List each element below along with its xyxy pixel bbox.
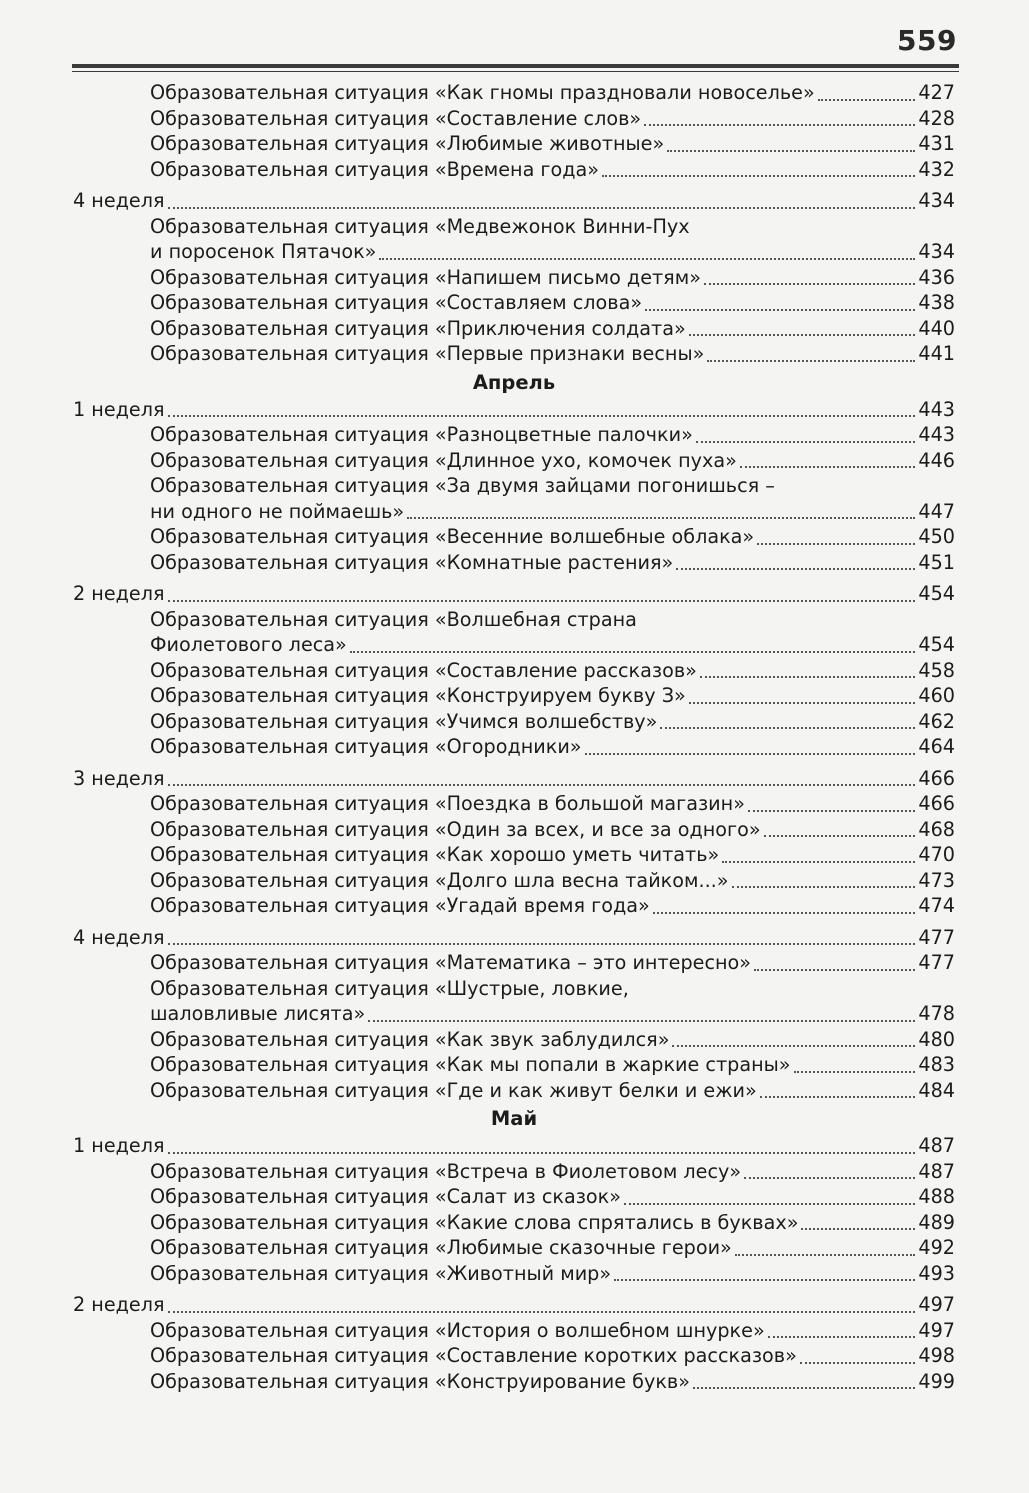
dot-leader	[722, 861, 915, 863]
dot-leader	[168, 415, 916, 417]
toc-entry	[73, 1343, 955, 1369]
toc-entry	[73, 550, 955, 576]
dot-leader	[672, 1045, 915, 1047]
page-ref: 484	[918, 1078, 955, 1102]
toc-entry	[73, 817, 955, 843]
toc-entry	[73, 106, 955, 132]
page-ref: 478	[918, 1002, 955, 1025]
entry-title: Образовательная ситуация «Составление рассказов»	[150, 658, 697, 682]
entry-title: ни одного не поймаешь»	[150, 499, 405, 523]
dot-leader	[645, 309, 915, 311]
dot-leader	[707, 360, 915, 362]
page-ref: 454	[918, 582, 955, 605]
month-heading: Май	[490, 1107, 538, 1130]
entry-title: 1 неделя	[73, 397, 165, 421]
dot-leader	[168, 207, 916, 209]
dot-leader	[653, 912, 916, 914]
page-ref: 460	[918, 684, 955, 707]
entry-title: и поросенок Пятачок»	[150, 240, 377, 263]
entry-title: Образовательная ситуация «Угадай время года»	[150, 894, 650, 917]
entry-title: Образовательная ситуация «Конструирование букв»	[150, 1369, 690, 1393]
page-ref: 462	[918, 709, 955, 733]
toc-entry-continued	[73, 214, 955, 240]
toc-entry	[73, 1210, 955, 1236]
toc-entry	[73, 683, 955, 709]
page-ref: 497	[918, 1318, 955, 1342]
dot-leader	[368, 1020, 915, 1022]
entry-title: Образовательная ситуация «Математика – это интересно»	[150, 951, 752, 974]
entry-title: Образовательная ситуация «Салат из сказок»	[150, 1185, 621, 1208]
month-heading: Апрель	[472, 370, 556, 394]
dot-leader	[660, 727, 915, 729]
toc-entry	[73, 80, 955, 106]
entry-title: Образовательная ситуация «Составление слов»	[150, 106, 642, 130]
dot-leader	[768, 1336, 916, 1338]
page-ref: 451	[918, 550, 955, 574]
dot-leader	[168, 1152, 916, 1154]
toc-entry	[73, 265, 955, 291]
entry-title: 2 неделя	[73, 582, 165, 605]
toc-entry	[73, 1001, 955, 1027]
entry-title: Образовательная ситуация «Первые признаки весны»	[150, 342, 705, 365]
dot-leader	[800, 1362, 916, 1364]
page-ref: 434	[918, 189, 955, 212]
entry-title: Образовательная ситуация «Как гномы праздновали новоселье»	[150, 81, 815, 104]
week-heading	[73, 397, 955, 423]
dot-leader	[168, 600, 916, 602]
dot-leader	[704, 283, 915, 285]
entry-title: Образовательная ситуация «Составляем слова»	[150, 291, 643, 314]
entry-title: Образовательная ситуация «Поездка в большой магазин»	[150, 792, 745, 815]
toc-entry-continued	[73, 473, 955, 499]
page-ref: 474	[918, 894, 955, 917]
dot-leader	[700, 676, 915, 678]
toc-entry	[73, 1078, 955, 1104]
page-ref: 440	[918, 316, 955, 340]
page-ref: 466	[918, 792, 955, 815]
dot-leader	[676, 568, 915, 570]
dot-leader	[801, 1228, 915, 1230]
page-ref: 489	[918, 1210, 955, 1234]
dot-leader	[696, 441, 916, 443]
table-of-contents	[73, 80, 955, 1394]
page-ref: 438	[918, 291, 955, 314]
page-ref: 499	[918, 1369, 955, 1393]
page-ref: 468	[918, 817, 955, 841]
dot-leader	[760, 1096, 916, 1098]
week-heading	[73, 766, 955, 792]
page-ref: 464	[918, 735, 955, 758]
entry-title: шаловливые лисята»	[150, 1002, 366, 1025]
entry-title: 2 неделя	[73, 1293, 165, 1316]
toc-entry-continued	[73, 976, 955, 1002]
dot-leader	[818, 99, 916, 101]
dot-leader	[585, 753, 916, 755]
toc-entry	[73, 290, 955, 316]
page-ref: 488	[918, 1185, 955, 1208]
entry-title: Образовательная ситуация «Конструируем букву З»	[150, 684, 686, 707]
page-ref: 492	[918, 1236, 955, 1259]
entry-title: Образовательная ситуация «Любимые животные»	[150, 132, 665, 155]
toc-entry	[73, 422, 955, 448]
header-rule	[72, 64, 959, 68]
page-ref: 450	[918, 525, 955, 548]
toc-entry	[73, 791, 955, 817]
entry-title: Образовательная ситуация «Медвежонок Винни-Пух	[150, 214, 690, 238]
page-ref: 487	[918, 1159, 955, 1183]
page-ref: 428	[918, 106, 955, 130]
toc-entry	[73, 1027, 955, 1053]
entry-title: Образовательная ситуация «Весенние волшебные облака»	[150, 525, 755, 548]
dot-leader	[748, 810, 915, 812]
page-ref: 477	[918, 925, 955, 949]
entry-title: Образовательная ситуация «Один за всех, и все за одного»	[150, 817, 761, 841]
dot-leader	[757, 543, 915, 545]
entry-title: Образовательная ситуация «Длинное ухо, комочек пуха»	[150, 448, 737, 472]
toc-entry	[73, 1369, 955, 1395]
toc-entry	[73, 950, 955, 976]
page-ref: 497	[918, 1293, 955, 1316]
dot-leader	[744, 1177, 915, 1179]
entry-title: Образовательная ситуация «Где и как живут белки и ежи»	[150, 1078, 757, 1102]
toc-entry	[73, 632, 955, 658]
page-ref: 427	[918, 81, 955, 104]
toc-entry-continued	[73, 607, 955, 633]
entry-title: Образовательная ситуация «Приключения солдата»	[150, 316, 686, 340]
toc-entry	[73, 448, 955, 474]
page-ref: 473	[918, 868, 955, 892]
page-ref: 458	[918, 658, 955, 682]
week-heading	[73, 188, 955, 214]
page-ref: 441	[918, 342, 955, 365]
entry-title: Образовательная ситуация «Разноцветные палочки»	[150, 423, 693, 446]
toc-entry	[73, 341, 955, 367]
entry-title: Образовательная ситуация «Огородники»	[150, 735, 582, 758]
toc-entry	[73, 734, 955, 760]
week-heading	[73, 925, 955, 951]
page-ref: 483	[918, 1053, 955, 1076]
toc-entry	[73, 1235, 955, 1261]
dot-leader	[407, 517, 915, 519]
page-ref: 434	[918, 240, 955, 263]
entry-title: 1 неделя	[73, 1134, 165, 1157]
dot-leader	[764, 835, 916, 837]
toc-entry	[73, 1184, 955, 1210]
entry-title: Образовательная ситуация «Как хорошо уметь читать»	[150, 843, 720, 866]
entry-title: Образовательная ситуация «Времена года»	[150, 157, 600, 181]
toc-entry	[73, 524, 955, 550]
page-ref: 454	[918, 633, 955, 656]
week-heading	[73, 581, 955, 607]
dot-leader	[168, 943, 916, 945]
page-ref: 480	[918, 1027, 955, 1051]
entry-title: Образовательная ситуация «Как мы попали в жаркие страны»	[150, 1053, 791, 1076]
week-heading	[73, 1292, 955, 1318]
dot-leader	[379, 258, 915, 260]
entry-title: Образовательная ситуация «Какие слова спрятались в буквах»	[150, 1210, 799, 1234]
week-heading	[73, 1133, 955, 1159]
page-ref: 431	[918, 132, 955, 155]
dot-leader	[732, 886, 916, 888]
entry-title: Образовательная ситуация «Встреча в Фиолетовом лесу»	[150, 1159, 742, 1183]
entry-title: Образовательная ситуация «Животный мир»	[150, 1261, 612, 1285]
entry-title: Образовательная ситуация «Долго шла весна тайком...»	[150, 868, 729, 892]
dot-leader	[614, 1279, 915, 1281]
dot-leader	[689, 702, 916, 704]
toc-entry	[73, 1052, 955, 1078]
toc-entry	[73, 658, 955, 684]
toc-entry	[73, 1261, 955, 1287]
toc-entry	[73, 868, 955, 894]
dot-leader	[794, 1071, 916, 1073]
page-ref: 443	[918, 423, 955, 446]
page-ref: 470	[918, 843, 955, 866]
toc-entry	[73, 316, 955, 342]
entry-title: Фиолетового леса»	[150, 633, 347, 656]
entry-title: Образовательная ситуация «Волшебная страна	[150, 607, 637, 631]
dot-leader	[754, 969, 915, 971]
page-ref: 447	[918, 499, 955, 523]
page-number: 559	[897, 24, 957, 57]
entry-title: 4 неделя	[73, 925, 165, 949]
entry-title: 4 неделя	[73, 189, 165, 212]
dot-leader	[693, 1387, 915, 1389]
entry-title: Образовательная ситуация «Шустрые, ловкие,	[150, 976, 629, 1000]
dot-leader	[667, 150, 915, 152]
dot-leader	[168, 784, 916, 786]
page-ref: 477	[918, 951, 955, 974]
dot-leader	[689, 334, 916, 336]
toc-entry	[73, 1159, 955, 1185]
toc-entry	[73, 1318, 955, 1344]
toc-entry	[73, 842, 955, 868]
entry-title: Образовательная ситуация «Комнатные растения»	[150, 550, 674, 574]
dot-leader	[644, 124, 915, 126]
page-ref: 446	[918, 448, 955, 472]
page-ref: 498	[918, 1344, 955, 1367]
entry-title: Образовательная ситуация «Напишем письмо детям»	[150, 265, 701, 289]
entry-title: Образовательная ситуация «Любимые сказочные герои»	[150, 1236, 732, 1259]
dot-leader	[168, 1311, 916, 1313]
entry-title: 3 неделя	[73, 766, 165, 790]
entry-title: Образовательная ситуация «История о волшебном шнурке»	[150, 1318, 765, 1342]
entry-title: Образовательная ситуация «Как звук заблудился»	[150, 1027, 670, 1051]
toc-entry	[73, 709, 955, 735]
dot-leader	[740, 466, 916, 468]
dot-leader	[624, 1203, 915, 1205]
toc-entry	[73, 239, 955, 265]
dot-leader	[602, 175, 915, 177]
page-ref: 466	[918, 766, 955, 790]
dot-leader	[735, 1254, 916, 1256]
page-ref: 487	[918, 1134, 955, 1157]
page-ref: 436	[918, 265, 955, 289]
dot-leader	[350, 651, 916, 653]
toc-entry	[73, 499, 955, 525]
page-ref: 493	[918, 1261, 955, 1285]
toc-entry	[73, 157, 955, 183]
entry-title: Образовательная ситуация «Составление коротких рассказов»	[150, 1344, 797, 1367]
toc-entry	[73, 893, 955, 919]
page-ref: 443	[918, 397, 955, 421]
toc-entry	[73, 131, 955, 157]
entry-title: Образовательная ситуация «Учимся волшебству»	[150, 709, 658, 733]
page-ref: 432	[918, 157, 955, 181]
entry-title: Образовательная ситуация «За двумя зайцами погонишься –	[150, 474, 775, 497]
